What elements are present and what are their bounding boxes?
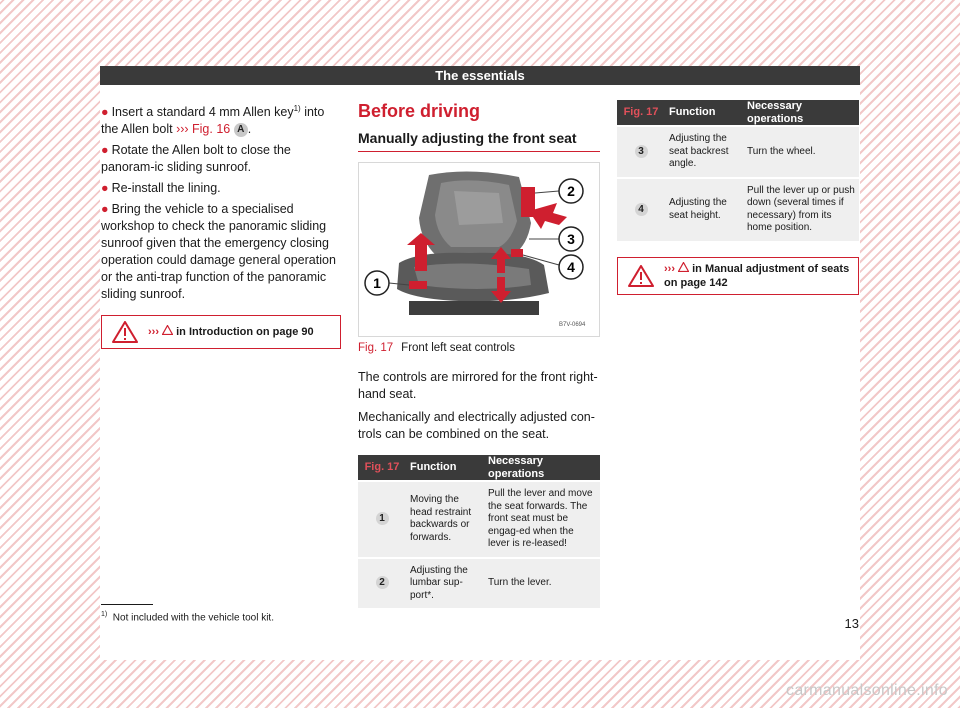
list-item: ● Re-install the lining. [101, 181, 221, 196]
footnote-divider [101, 604, 153, 605]
small-warning-icon [162, 326, 173, 338]
operations-table [617, 100, 859, 241]
bullet-icon: ● [101, 181, 109, 196]
warning-triangle-icon [102, 321, 148, 343]
bullet-icon: ● [101, 105, 109, 120]
page-header: The essentials [100, 66, 860, 85]
seat-illustration [359, 163, 599, 336]
paragraph: Mechanically and electrically adjusted con-trols can be combined on the seat. [358, 410, 595, 441]
footnote: $^{1)}$ Not included with the vehicle tool kit. [101, 611, 274, 624]
bullet-icon: ● [101, 143, 109, 158]
warning-triangle-icon [618, 265, 664, 287]
figure-caption: Fig. 17 Front left seat controls [358, 342, 515, 354]
callout-2: 2 [567, 183, 575, 199]
callout-badge: 4 [635, 203, 648, 216]
callout-badge: 3 [635, 145, 648, 158]
warning-link[interactable]: ››› in Introduction on page 90 [148, 326, 314, 339]
list-item: ● Rotate the Allen bolt to close the panoram-ic sliding sunroof. [101, 143, 291, 175]
callout-4: 4 [567, 259, 575, 275]
table-row: 3 Adjusting the seat backrest angle. Turn the wheel. [617, 126, 859, 178]
small-warning-icon [678, 263, 689, 275]
page-number: 13 [844, 616, 859, 631]
callout-3: 3 [567, 231, 575, 247]
seat-figure [358, 162, 600, 337]
watermark: carmanualsonline.info [786, 682, 948, 699]
callout-badge: 1 [376, 512, 389, 525]
list-item: ● Bring the vehicle to a specialised workshop to check the panoramic sliding sunroof given that the emergency closing operation could damage general operation or the anti-trap function of the panoramic sliding sunroof. [101, 202, 336, 302]
callout-badge: 2 [376, 576, 389, 589]
footnote-ref[interactable]: 1) [293, 104, 301, 113]
middle-column [358, 100, 600, 608]
warning-box [617, 257, 859, 295]
warning-link[interactable]: ››› in Manual adjustment of seats on page 142 [664, 262, 850, 289]
paragraph: The controls are mirrored for the front right-hand seat. [358, 370, 598, 401]
section-subtitle: Manually adjusting the front seat [358, 129, 600, 152]
list-item: ● Insert a standard 4 mm Allen key$^{1)}$ into the Allen bolt ››› Fig. 16 A . [101, 104, 325, 137]
table-header-row: Fig. 17 Function Necessary operations [358, 455, 600, 481]
table-row: 2 Adjusting the lumbar sup-port*. Turn the lever. [358, 558, 600, 609]
table-row: 1 Moving the head restraint backwards or forwards. Pull the lever and move the seat forwards. The front seat must be engag-ed when the lever is re-leased! [358, 481, 600, 558]
warning-box [101, 315, 341, 349]
section-title: Before driving [358, 101, 481, 121]
table-header-row: Fig. 17 Function Necessary operations [617, 100, 859, 126]
callout-1: 1 [373, 275, 381, 291]
table-row: 4 Adjusting the seat height. Pull the lever up or push down (several times if necessary) from its home position. [617, 178, 859, 241]
image-code: B7V-0694 [559, 322, 586, 328]
right-column [617, 100, 859, 295]
bullet-icon: ● [101, 202, 109, 217]
figure-link[interactable]: ››› Fig. 16 [176, 122, 231, 137]
left-column [101, 100, 341, 349]
callout-badge: A [234, 123, 248, 137]
operations-table [358, 455, 600, 608]
